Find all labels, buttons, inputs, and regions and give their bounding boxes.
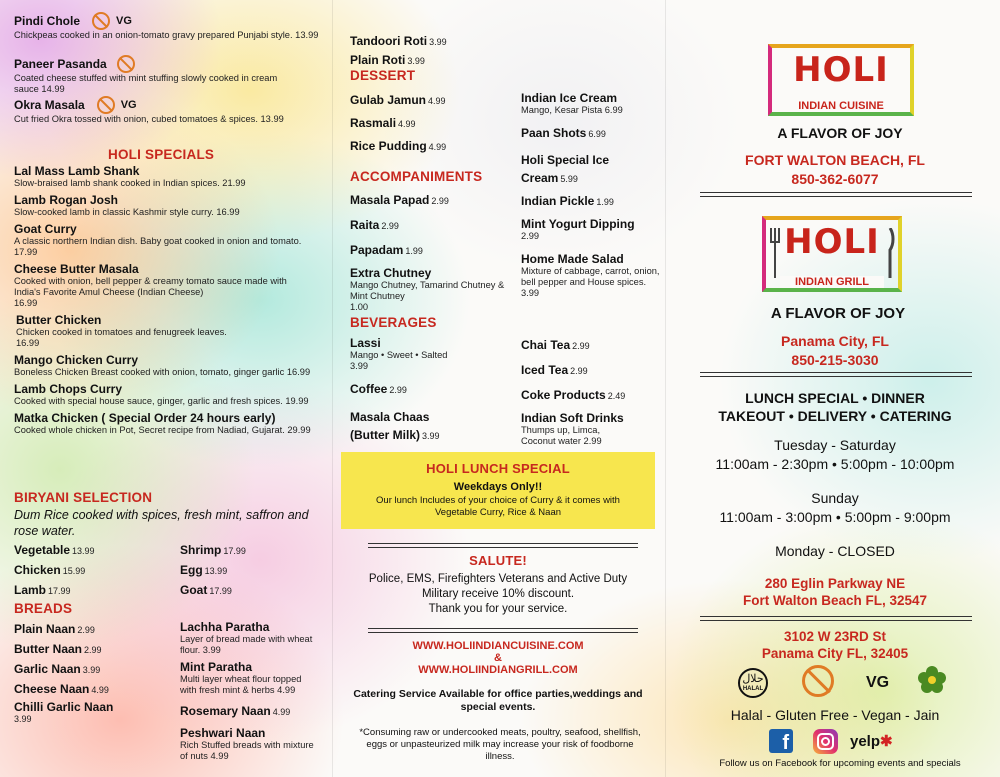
item-name: Papadam	[350, 243, 404, 257]
item-name: Paneer Pasanda	[14, 57, 107, 72]
tagline: A FLAVOR OF JOY	[777, 125, 903, 141]
address-line: 280 Eglin Parkway NE	[764, 576, 906, 591]
item-price: 2.99	[381, 221, 399, 231]
item-price: 1.99	[596, 197, 614, 207]
item-desc: Rich Stuffed breads with mixture of nuts	[180, 740, 314, 761]
hours-times: 11:00am - 3:00pm • 5:00pm - 9:00pm	[719, 509, 951, 525]
menu-item	[350, 408, 450, 444]
address-line: 3102 W 23RD St	[783, 629, 887, 644]
item-name: Lamb Chops Curry	[14, 382, 123, 396]
menu-item	[521, 252, 661, 299]
lunch-special-subtitle: Weekdays Only!!	[453, 481, 543, 493]
item-price: 2.99	[77, 625, 95, 635]
item-price: 4.99	[398, 119, 416, 129]
address-panama-city	[680, 628, 990, 662]
item-price: 3.99	[521, 288, 540, 298]
item-name: Mint Paratha	[180, 660, 253, 674]
menu-item	[521, 336, 661, 361]
item-desc: Multi layer wheat flour topped with fresh mint & herbs	[180, 674, 302, 695]
item-price: 3.99	[429, 37, 447, 47]
location-fort-walton	[680, 152, 990, 187]
section-title-holi-specials: HOLI SPECIALS	[108, 147, 215, 162]
website-ampersand: &	[494, 652, 502, 664]
item-price: 16.99	[216, 207, 240, 217]
item-price: 2.99	[389, 385, 407, 395]
item-desc: Slow-braised lamb shank cooked in Indian spices.	[14, 178, 220, 188]
item-name: Matka Chicken ( Special Order 24 hours early)	[14, 411, 276, 425]
item-desc: Mango • Sweet • Salted	[350, 350, 448, 360]
menu-item	[180, 541, 320, 561]
item-price: 5.99	[560, 174, 578, 184]
divider	[700, 616, 972, 621]
item-price: 17.99	[223, 546, 246, 556]
item-price: 6.99	[604, 105, 623, 115]
logo-word: HOLI	[793, 50, 889, 90]
lunch-special-title: HOLI LUNCH SPECIAL	[426, 461, 570, 476]
item-price: 3.99	[407, 56, 425, 66]
item-name: Masala Papad	[350, 193, 430, 207]
logo-subtitle: INDIAN GRILL	[780, 276, 884, 288]
holi-specials-list	[14, 164, 314, 436]
item-desc: Mango, Kesar Pista	[521, 105, 603, 115]
item-name: Mango Chicken Curry	[14, 353, 139, 367]
item-name: Garlic Naan	[14, 662, 81, 676]
dessert-list-left	[350, 91, 510, 155]
website-link-cuisine[interactable]: WWW.HOLIINDIANCUISINE.COM	[412, 640, 584, 652]
item-desc: Slow-cooked lamb in classic Kashmir style curry.	[14, 207, 214, 217]
lunch-special-box	[341, 452, 655, 529]
item-desc: Cooked whole chicken in Pot, Secret recipe from Nadiad, Gujarat.	[14, 425, 285, 435]
menu-item	[521, 124, 661, 142]
location-panama-city	[680, 333, 990, 368]
item-name: Rice Pudding	[350, 139, 427, 153]
location-city: FORT WALTON BEACH, FL	[745, 152, 925, 168]
item-price: 2.99	[84, 645, 102, 655]
menu-item	[14, 411, 314, 436]
item-price: 13.99	[204, 566, 228, 576]
item-price: 2.99	[431, 196, 449, 206]
section-title-beverages: BEVERAGES	[350, 315, 437, 330]
section-title-biryani: BIRYANI SELECTION	[14, 490, 153, 505]
menu-item	[350, 380, 515, 398]
item-name: Paan Shots	[521, 126, 587, 140]
holi-grill-logo	[762, 216, 902, 292]
holi-cuisine-logo	[768, 44, 914, 116]
menu-item	[180, 726, 320, 762]
item-price: 16.99	[14, 298, 38, 308]
address-line: Fort Walton Beach FL, 32547	[742, 593, 928, 608]
item-price: 13.99	[72, 546, 95, 556]
menu-item	[521, 192, 661, 217]
item-price: 3.99	[14, 714, 32, 724]
item-price: 19.99	[285, 396, 309, 406]
divider	[700, 372, 972, 377]
item-name: Vegetable	[14, 543, 71, 557]
item-price: 13.99	[260, 114, 284, 125]
item-desc: Layer of bread made with wheat flour.	[180, 634, 313, 655]
item-desc: Coated cheese stuffed with mint stuffing slowly cooked in cream sauce	[14, 73, 278, 95]
yelp-label: yelp	[850, 733, 881, 750]
item-name: Chai Tea	[521, 338, 571, 352]
menu-item	[14, 581, 174, 601]
fork-icon	[768, 228, 782, 278]
menu-item	[350, 216, 515, 241]
item-price: 4.99	[210, 751, 229, 761]
logo-subtitle: INDIAN CUISINE	[782, 100, 900, 112]
hours-days: Sunday	[811, 490, 859, 506]
hours-days: Tuesday - Saturday	[774, 437, 896, 453]
menu-item	[521, 361, 661, 386]
item-name: Rasmali	[350, 116, 397, 130]
item-name: Egg	[180, 563, 203, 577]
item-name: Goat	[180, 583, 208, 597]
biryani-description: Dum Rice cooked with spices, fresh mint, saffron and rose water.	[14, 508, 309, 538]
item-desc: Chicken cooked in tomatoes and fenugreek leaves.	[16, 327, 227, 337]
item-desc: Cooked with onion, bell pepper & creamy tomato sauce made with India's Favorite Amul Cheese (Indian Cheese)	[14, 276, 287, 297]
menu-item	[14, 620, 174, 640]
menu-item	[180, 561, 320, 581]
salute-line: Military receive 10% discount.	[421, 588, 575, 600]
item-price: 17.99	[48, 586, 71, 596]
item-desc: Chickpeas cooked in an onion-tomato gravy prepared Punjabi style.	[14, 30, 293, 41]
menu-item	[180, 660, 320, 696]
menu-item	[521, 91, 661, 116]
item-name: Raita	[350, 218, 380, 232]
hours-weekday	[680, 436, 990, 474]
logo-word: HOLI	[784, 222, 880, 262]
menu-item	[350, 241, 515, 266]
item-name: Goat Curry	[14, 222, 77, 236]
gluten-free-icon	[97, 96, 115, 114]
item-price: 16.99	[286, 367, 311, 377]
gluten-free-icon	[92, 12, 110, 30]
menu-item	[180, 620, 320, 656]
location-city: Panama City, FL	[781, 333, 889, 349]
jain-flower-icon	[918, 666, 946, 694]
item-name: Okra Masala	[14, 98, 85, 113]
item-name: Extra Chutney	[350, 266, 432, 280]
menu-item	[350, 266, 515, 313]
item-desc: Mango Chutney, Tamarind Chutney & Mint Chutney	[350, 280, 505, 301]
item-price: 4.99	[277, 685, 296, 695]
item-name: Indian Soft Drinks	[521, 411, 624, 425]
food-disclaimer: *Consuming raw or undercooked meats, poultry, seafood, shellfish, eggs or unpasteurized milk may increase your risk of foodborne illness.	[359, 727, 641, 762]
item-price: 4.99	[428, 96, 446, 106]
facebook-icon[interactable]: f	[769, 729, 793, 753]
item-price: 4.99	[91, 685, 109, 695]
item-price: 2.99	[521, 231, 540, 241]
item-desc: Cut fried Okra tossed with onion, cubed tomatoes & spices.	[14, 114, 258, 125]
item-price: 13.99	[295, 30, 319, 41]
dessert-list-right	[521, 91, 661, 187]
menu-item	[14, 353, 314, 378]
item-name: Tandoori Roti	[350, 34, 428, 48]
item-price: 3.99	[350, 361, 369, 371]
websites	[341, 640, 655, 676]
menu-item	[14, 313, 314, 349]
hours-closed: Monday - CLOSED	[775, 543, 895, 559]
item-price: 2.99	[570, 366, 588, 376]
item-price: 17.99	[209, 586, 232, 596]
item-name: Holi Special Ice Cream	[521, 153, 610, 185]
services-line: LUNCH SPECIAL • DINNER	[745, 390, 925, 406]
item-name: Butter Chicken	[16, 313, 102, 327]
menu-item	[180, 581, 320, 601]
website-link-grill[interactable]: WWW.HOLIINDIANGRILL.COM	[418, 664, 578, 676]
menu-item	[350, 137, 510, 155]
vegan-label: VG	[116, 15, 132, 27]
item-name: Cheese Naan	[14, 682, 90, 696]
item-name: Lassi	[350, 336, 381, 350]
menu-item	[350, 191, 515, 216]
item-name: Indian Pickle	[521, 194, 595, 208]
item-name: Lachha Paratha	[180, 620, 270, 634]
item-price: 14.99	[41, 84, 65, 95]
menu-item	[14, 222, 314, 258]
item-name: Pindi Chole	[14, 14, 80, 29]
item-price: 15.99	[62, 566, 86, 576]
item-name: Shrimp	[180, 543, 222, 557]
menu-item	[14, 262, 314, 309]
divider	[700, 192, 972, 197]
salute-line: Thank you for your service.	[428, 603, 568, 615]
menu-item	[180, 702, 320, 720]
hours-times: 11:00am - 2:30pm • 5:00pm - 10:00pm	[715, 456, 955, 472]
menu-item	[521, 411, 661, 447]
item-price: 1.99	[405, 246, 423, 256]
item-name: Chicken	[14, 563, 61, 577]
menu-item	[14, 382, 314, 407]
section-title-breads: BREADS	[14, 601, 73, 616]
menu-item	[14, 700, 174, 724]
item-name: Masala Chaas (Butter Milk)	[350, 410, 430, 442]
item-price: 3.99	[82, 665, 101, 675]
accompaniments-list-right	[521, 192, 661, 299]
item-name: Home Made Salad	[521, 252, 624, 266]
menu-item-okra-masala	[14, 96, 304, 125]
item-name: Coffee	[350, 382, 388, 396]
halal-label: HALAL	[742, 686, 764, 692]
item-price: 21.99	[222, 178, 246, 188]
tagline: A FLAVOR OF JOY	[770, 305, 906, 322]
item-price: 3.99	[202, 645, 221, 655]
section-title-accompaniments: ACCOMPANIMENTS	[350, 169, 483, 184]
knife-icon	[884, 228, 896, 278]
gluten-free-icon	[802, 665, 834, 697]
item-price: 17.99	[14, 247, 38, 257]
social-follow-note: Follow us on Facebook for upcoming events and specials	[719, 758, 961, 769]
menu-item	[14, 660, 174, 680]
item-price: 29.99	[287, 425, 311, 435]
item-name: Indian Ice Cream	[521, 91, 618, 105]
divider	[368, 543, 638, 548]
menu-panel-left	[0, 0, 332, 777]
section-title-dessert: DESSERT	[350, 68, 416, 83]
menu-item	[350, 114, 510, 137]
item-price: 2.49	[607, 391, 626, 401]
menu-item	[521, 217, 661, 242]
salute-title: SALUTE!	[469, 553, 527, 568]
services	[680, 389, 990, 425]
item-name: Rosemary Naan	[180, 704, 271, 718]
item-name: Cheese Butter Masala	[14, 262, 139, 276]
item-desc: Mixture of cabbage, carrot, onion, bell pepper and House spices.	[521, 266, 660, 287]
item-desc: A classic northern Indian dish. Baby goat cooked in onion and tomato.	[14, 236, 302, 246]
location-phone[interactable]: 850-362-6077	[791, 171, 879, 187]
salute-section	[341, 553, 655, 617]
biryani-list-right	[180, 541, 320, 601]
item-name: Plain Roti	[350, 53, 406, 67]
vegan-label: VG	[866, 674, 890, 691]
item-name: Iced Tea	[521, 363, 569, 377]
breads-list-left	[14, 620, 174, 724]
instagram-icon[interactable]	[813, 729, 838, 754]
beverages-list-left	[350, 336, 515, 444]
menu-item	[350, 91, 510, 114]
menu-item	[14, 561, 174, 581]
item-price: 4.99	[272, 707, 291, 717]
menu-item	[521, 151, 631, 187]
menu-item	[350, 336, 515, 372]
accompaniments-list-left	[350, 191, 515, 313]
menu-item-pindi-chole	[14, 12, 319, 41]
address-line: Panama City FL, 32405	[761, 646, 909, 661]
item-name: Mint Yogurt Dipping	[521, 217, 635, 231]
item-name: Lal Mass Lamb Shank	[14, 164, 140, 178]
menu-item	[350, 32, 447, 50]
menu-item	[14, 164, 314, 189]
item-desc: Boneless Chicken Breast cooked with onion, tomato, ginger garlic	[14, 367, 285, 377]
halal-icon: حلال HALAL	[738, 668, 768, 698]
item-price: 6.99	[588, 129, 606, 139]
menu-item	[350, 51, 425, 69]
gluten-free-icon	[117, 55, 135, 73]
item-name: Butter Naan	[14, 642, 83, 656]
yelp-icon[interactable]: yelp✱	[850, 733, 893, 750]
location-phone[interactable]: 850-215-3030	[791, 352, 879, 368]
menu-item	[521, 386, 661, 411]
salute-line: Police, EMS, Firefighters Veterans and Active Duty	[368, 573, 628, 585]
menu-item	[14, 193, 314, 218]
item-name: Coke Products	[521, 388, 606, 402]
biryani-list-left	[14, 541, 174, 601]
menu-item	[14, 541, 174, 561]
item-name: Peshwari Naan	[180, 726, 266, 740]
lunch-special-description: Our lunch Includes of your choice of Curry & it comes with Vegetable Curry, Rice & Naan	[376, 495, 620, 518]
item-name: Chilli Garlic Naan	[14, 700, 114, 714]
item-name: Lamb Rogan Josh	[14, 193, 119, 207]
beverages-list-right	[521, 336, 661, 447]
vegan-label: VG	[120, 99, 137, 111]
services-line: TAKEOUT • DELIVERY • CATERING	[718, 408, 952, 424]
item-price: 1.00	[350, 302, 369, 312]
item-name: Plain Naan	[14, 622, 76, 636]
catering-note: Catering Service Available for office parties,weddings and special events.	[353, 688, 643, 713]
breads-list-right	[180, 620, 320, 762]
address-fort-walton	[680, 575, 990, 609]
item-name: Gulab Jamun	[350, 93, 427, 107]
item-price: 2.99	[572, 341, 590, 351]
item-price: 4.99	[428, 142, 447, 152]
item-desc: Cooked with special house sauce, ginger, garlic and fresh spices.	[14, 396, 283, 406]
item-price: 2.99	[583, 436, 602, 446]
menu-item	[14, 680, 174, 700]
menu-item-paneer-pasanda	[14, 55, 304, 95]
menu-item	[14, 640, 174, 660]
diet-labels: Halal - Gluten Free - Vegan - Jain	[730, 707, 940, 723]
item-price: 3.99	[422, 431, 440, 441]
item-name: Lamb	[14, 583, 47, 597]
item-desc: Thumps up, Limca, Coconut water	[521, 425, 601, 446]
divider	[368, 628, 638, 633]
item-price: 16.99	[16, 338, 40, 348]
hours-sunday	[680, 489, 990, 527]
